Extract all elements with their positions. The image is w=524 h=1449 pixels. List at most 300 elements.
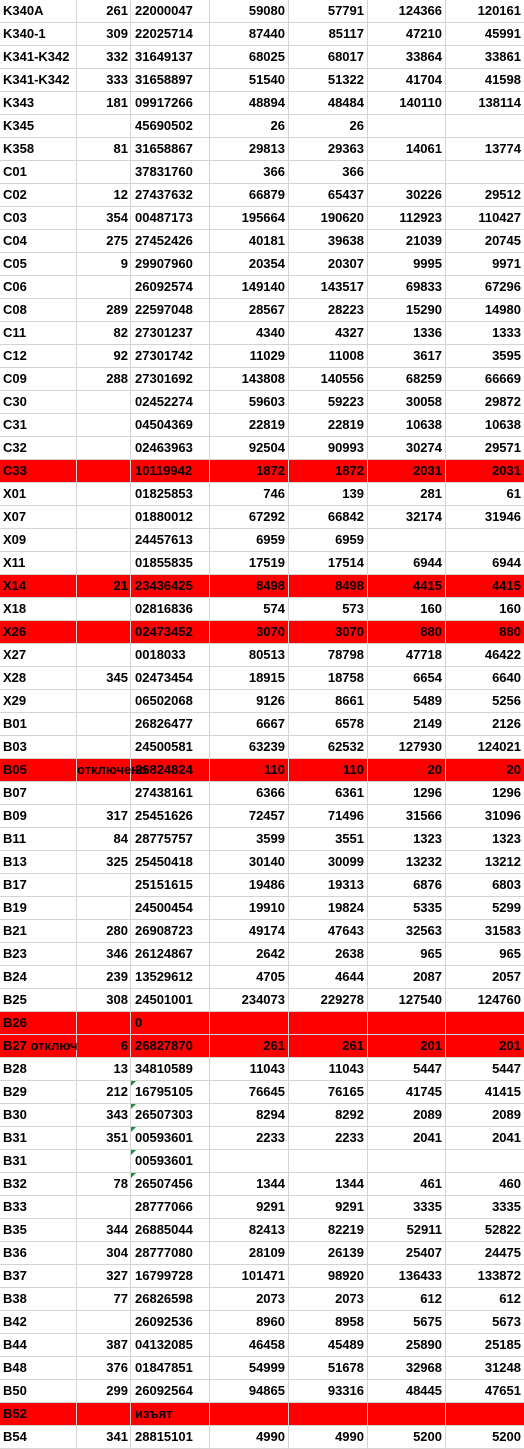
- value-d-cell[interactable]: 3335: [492, 1199, 521, 1214]
- value-d-cell[interactable]: 41415: [484, 1084, 521, 1099]
- value-d-cell[interactable]: 138114: [478, 95, 521, 110]
- meter-id-cell[interactable]: 02473454: [131, 667, 210, 689]
- row-name-cell[interactable]: X07: [0, 506, 77, 528]
- row-name-cell[interactable]: B30: [0, 1104, 77, 1126]
- row-number-cell[interactable]: [77, 690, 131, 712]
- row-name-cell[interactable]: B31: [0, 1127, 77, 1149]
- value-c-cell[interactable]: 1296: [368, 782, 446, 804]
- value-d-cell[interactable]: 46422: [484, 647, 521, 662]
- value-a-cell[interactable]: 143808: [210, 368, 289, 390]
- row-number-cell[interactable]: [77, 115, 131, 137]
- value-a-cell[interactable]: 8294: [210, 1104, 289, 1126]
- row-number-cell[interactable]: 239: [77, 966, 131, 988]
- meter-id-cell[interactable]: 34810589: [131, 1058, 210, 1080]
- value-d-cell[interactable]: 2031: [492, 463, 521, 478]
- row-number-cell[interactable]: 212: [77, 1081, 131, 1103]
- value-d-cell[interactable]: 2089: [492, 1107, 521, 1122]
- meter-id-cell[interactable]: 22597048: [131, 299, 210, 321]
- value-d-cell[interactable]: 201: [499, 1038, 521, 1053]
- row-number-cell[interactable]: [77, 161, 131, 183]
- value-a-cell[interactable]: 9291: [210, 1196, 289, 1218]
- value-d-cell[interactable]: 2126: [492, 716, 521, 731]
- row-name-cell[interactable]: B19: [0, 897, 77, 919]
- meter-id-cell[interactable]: 24500454: [131, 897, 210, 919]
- value-d-cell[interactable]: [446, 1012, 524, 1034]
- meter-id-cell[interactable]: 0: [131, 1012, 210, 1034]
- row-name-cell[interactable]: B21: [0, 920, 77, 942]
- value-c-cell[interactable]: 2089: [368, 1104, 446, 1126]
- value-c-cell[interactable]: [368, 1012, 446, 1034]
- value-b-cell[interactable]: 48484: [289, 92, 368, 114]
- value-c-cell[interactable]: 3335: [368, 1196, 446, 1218]
- meter-id-cell[interactable]: 16799728: [131, 1265, 210, 1287]
- value-a-cell[interactable]: [210, 1403, 289, 1425]
- row-name-cell[interactable]: B50: [0, 1380, 77, 1402]
- value-d-cell[interactable]: 124760: [477, 992, 521, 1007]
- value-d-cell[interactable]: [446, 161, 524, 183]
- value-b-cell[interactable]: 65437: [289, 184, 368, 206]
- row-name-cell[interactable]: C08: [0, 299, 77, 321]
- row-name-cell[interactable]: C30: [0, 391, 77, 413]
- value-d-cell[interactable]: 120161: [477, 3, 521, 18]
- value-a-cell[interactable]: 48894: [210, 92, 289, 114]
- meter-id-cell[interactable]: 24501001: [131, 989, 210, 1011]
- meter-id-cell[interactable]: 00487173: [131, 207, 210, 229]
- value-c-cell[interactable]: 25890: [368, 1334, 446, 1356]
- row-name-cell[interactable]: X28: [0, 667, 77, 689]
- row-number-cell[interactable]: [77, 874, 131, 896]
- value-a-cell[interactable]: 63239: [210, 736, 289, 758]
- row-name-cell[interactable]: B25: [0, 989, 77, 1011]
- value-c-cell[interactable]: 612: [368, 1288, 446, 1310]
- row-name-cell[interactable]: B26: [0, 1012, 77, 1034]
- row-name-cell[interactable]: X01: [0, 483, 77, 505]
- meter-id-cell[interactable]: 28777080: [131, 1242, 210, 1264]
- row-name-cell[interactable]: B05: [0, 759, 77, 781]
- row-name-cell[interactable]: B31: [0, 1150, 77, 1172]
- row-name-cell[interactable]: B03: [0, 736, 77, 758]
- meter-id-cell[interactable]: 26507303: [131, 1104, 210, 1126]
- row-number-cell[interactable]: 280: [77, 920, 131, 942]
- value-b-cell[interactable]: 6959: [289, 529, 368, 551]
- value-c-cell[interactable]: 281: [368, 483, 446, 505]
- value-a-cell[interactable]: 28109: [210, 1242, 289, 1264]
- value-a-cell[interactable]: 82413: [210, 1219, 289, 1241]
- row-number-cell[interactable]: 308: [77, 989, 131, 1011]
- value-a-cell[interactable]: 110: [210, 759, 289, 781]
- value-d-cell[interactable]: 1323: [492, 831, 521, 846]
- meter-id-cell[interactable]: 13529612: [131, 966, 210, 988]
- meter-id-cell[interactable]: 22000047: [131, 0, 210, 22]
- value-b-cell[interactable]: [289, 1150, 368, 1172]
- value-b-cell[interactable]: [289, 1012, 368, 1034]
- value-b-cell[interactable]: 2073: [289, 1288, 368, 1310]
- value-c-cell[interactable]: 32174: [368, 506, 446, 528]
- value-c-cell[interactable]: 140110: [368, 92, 446, 114]
- value-d-cell[interactable]: 160: [499, 601, 521, 616]
- row-number-cell[interactable]: 309: [77, 23, 131, 45]
- meter-id-cell[interactable]: 25451626: [131, 805, 210, 827]
- row-number-cell[interactable]: 345: [77, 667, 131, 689]
- value-b-cell[interactable]: 78798: [289, 644, 368, 666]
- row-number-cell[interactable]: [77, 1403, 131, 1425]
- value-d-cell[interactable]: 31946: [484, 509, 521, 524]
- row-number-cell[interactable]: 84: [77, 828, 131, 850]
- value-b-cell[interactable]: 366: [289, 161, 368, 183]
- value-c-cell[interactable]: 5335: [368, 897, 446, 919]
- value-c-cell[interactable]: 20: [368, 759, 446, 781]
- value-d-cell[interactable]: 20: [506, 762, 521, 777]
- value-b-cell[interactable]: 22819: [289, 414, 368, 436]
- meter-id-cell[interactable]: 16795105: [131, 1081, 210, 1103]
- row-number-cell[interactable]: 387: [77, 1334, 131, 1356]
- row-name-cell[interactable]: C33: [0, 460, 77, 482]
- value-b-cell[interactable]: 2638: [289, 943, 368, 965]
- value-d-cell[interactable]: 20745: [484, 233, 521, 248]
- row-number-cell[interactable]: 317: [77, 805, 131, 827]
- row-name-cell[interactable]: B54: [0, 1426, 77, 1448]
- meter-id-cell[interactable]: 28815101: [131, 1426, 210, 1448]
- meter-id-cell[interactable]: 01847851: [131, 1357, 210, 1379]
- value-b-cell[interactable]: 4327: [289, 322, 368, 344]
- row-name-cell[interactable]: B07: [0, 782, 77, 804]
- value-b-cell[interactable]: 6578: [289, 713, 368, 735]
- row-name-cell[interactable]: B27 отключ: [0, 1035, 77, 1057]
- value-a-cell[interactable]: 22819: [210, 414, 289, 436]
- row-name-cell[interactable]: X29: [0, 690, 77, 712]
- value-c-cell[interactable]: [368, 115, 446, 137]
- value-b-cell[interactable]: 29363: [289, 138, 368, 160]
- row-number-cell[interactable]: [77, 713, 131, 735]
- value-b-cell[interactable]: 39638: [289, 230, 368, 252]
- row-name-cell[interactable]: C31: [0, 414, 77, 436]
- row-number-cell[interactable]: [77, 782, 131, 804]
- value-b-cell[interactable]: 93316: [289, 1380, 368, 1402]
- value-b-cell[interactable]: 59223: [289, 391, 368, 413]
- row-name-cell[interactable]: X09: [0, 529, 77, 551]
- row-number-cell[interactable]: 92: [77, 345, 131, 367]
- value-c-cell[interactable]: 47210: [368, 23, 446, 45]
- row-number-cell[interactable]: 376: [77, 1357, 131, 1379]
- value-d-cell[interactable]: 66669: [484, 371, 521, 386]
- row-name-cell[interactable]: C03: [0, 207, 77, 229]
- row-number-cell[interactable]: отключено: [77, 759, 131, 781]
- meter-id-cell[interactable]: 31658897: [131, 69, 210, 91]
- value-c-cell[interactable]: 47718: [368, 644, 446, 666]
- row-number-cell[interactable]: 275: [77, 230, 131, 252]
- row-name-cell[interactable]: K340-1: [0, 23, 77, 45]
- value-b-cell[interactable]: 8661: [289, 690, 368, 712]
- row-number-cell[interactable]: [77, 529, 131, 551]
- meter-id-cell[interactable]: 23436425: [131, 575, 210, 597]
- meter-id-cell[interactable]: 28775757: [131, 828, 210, 850]
- value-a-cell[interactable]: 1344: [210, 1173, 289, 1195]
- row-name-cell[interactable]: K345: [0, 115, 77, 137]
- row-name-cell[interactable]: X14: [0, 575, 77, 597]
- value-b-cell[interactable]: 51678: [289, 1357, 368, 1379]
- value-d-cell[interactable]: 61: [506, 486, 521, 501]
- meter-id-cell[interactable]: 27438161: [131, 782, 210, 804]
- value-b-cell[interactable]: 66842: [289, 506, 368, 528]
- value-d-cell[interactable]: 31096: [484, 808, 521, 823]
- value-d-cell[interactable]: 47651: [484, 1383, 521, 1398]
- value-b-cell[interactable]: 190620: [289, 207, 368, 229]
- row-number-cell[interactable]: 325: [77, 851, 131, 873]
- row-name-cell[interactable]: C32: [0, 437, 77, 459]
- value-c-cell[interactable]: 1336: [368, 322, 446, 344]
- value-a-cell[interactable]: 6667: [210, 713, 289, 735]
- value-c-cell[interactable]: 2031: [368, 460, 446, 482]
- row-number-cell[interactable]: [77, 414, 131, 436]
- value-c-cell[interactable]: [368, 1403, 446, 1425]
- value-a-cell[interactable]: 366: [210, 161, 289, 183]
- value-d-cell[interactable]: [446, 1150, 524, 1172]
- value-c-cell[interactable]: 5200: [368, 1426, 446, 1448]
- value-c-cell[interactable]: [368, 1150, 446, 1172]
- row-name-cell[interactable]: C05: [0, 253, 77, 275]
- value-b-cell[interactable]: 68017: [289, 46, 368, 68]
- value-c-cell[interactable]: 41704: [368, 69, 446, 91]
- value-c-cell[interactable]: 461: [368, 1173, 446, 1195]
- value-b-cell[interactable]: 30099: [289, 851, 368, 873]
- value-b-cell[interactable]: 26: [289, 115, 368, 137]
- value-b-cell[interactable]: 19824: [289, 897, 368, 919]
- value-b-cell[interactable]: 90993: [289, 437, 368, 459]
- value-a-cell[interactable]: 11043: [210, 1058, 289, 1080]
- value-a-cell[interactable]: 574: [210, 598, 289, 620]
- row-number-cell[interactable]: 351: [77, 1127, 131, 1149]
- value-d-cell[interactable]: 6640: [492, 670, 521, 685]
- value-a-cell[interactable]: 101471: [210, 1265, 289, 1287]
- row-number-cell[interactable]: [77, 736, 131, 758]
- value-b-cell[interactable]: 2233: [289, 1127, 368, 1149]
- row-name-cell[interactable]: B09: [0, 805, 77, 827]
- meter-id-cell[interactable]: 45690502: [131, 115, 210, 137]
- value-a-cell[interactable]: 76645: [210, 1081, 289, 1103]
- row-name-cell[interactable]: C06: [0, 276, 77, 298]
- value-a-cell[interactable]: 2233: [210, 1127, 289, 1149]
- value-d-cell[interactable]: 52822: [484, 1222, 521, 1237]
- value-c-cell[interactable]: 25407: [368, 1242, 446, 1264]
- row-number-cell[interactable]: 81: [77, 138, 131, 160]
- value-b-cell[interactable]: 11008: [289, 345, 368, 367]
- value-c-cell[interactable]: 124366: [368, 0, 446, 22]
- row-name-cell[interactable]: X18: [0, 598, 77, 620]
- value-b-cell[interactable]: 47643: [289, 920, 368, 942]
- value-a-cell[interactable]: 17519: [210, 552, 289, 574]
- value-b-cell[interactable]: 229278: [289, 989, 368, 1011]
- value-b-cell[interactable]: 3070: [289, 621, 368, 643]
- value-b-cell[interactable]: 110: [289, 759, 368, 781]
- value-d-cell[interactable]: 612: [499, 1291, 521, 1306]
- row-number-cell[interactable]: 289: [77, 299, 131, 321]
- row-name-cell[interactable]: B11: [0, 828, 77, 850]
- meter-id-cell[interactable]: 27437632: [131, 184, 210, 206]
- row-name-cell[interactable]: C11: [0, 322, 77, 344]
- value-d-cell[interactable]: 33861: [484, 49, 521, 64]
- value-a-cell[interactable]: 92504: [210, 437, 289, 459]
- value-c-cell[interactable]: 15290: [368, 299, 446, 321]
- row-name-cell[interactable]: B32: [0, 1173, 77, 1195]
- row-number-cell[interactable]: [77, 1012, 131, 1034]
- row-name-cell[interactable]: C12: [0, 345, 77, 367]
- value-a-cell[interactable]: 28567: [210, 299, 289, 321]
- meter-id-cell[interactable]: 02452274: [131, 391, 210, 413]
- value-a-cell[interactable]: 261: [210, 1035, 289, 1057]
- value-b-cell[interactable]: 85117: [289, 23, 368, 45]
- value-d-cell[interactable]: 9971: [492, 256, 521, 271]
- row-name-cell[interactable]: B01: [0, 713, 77, 735]
- value-c-cell[interactable]: 69833: [368, 276, 446, 298]
- value-b-cell[interactable]: 1872: [289, 460, 368, 482]
- meter-id-cell[interactable]: 26092564: [131, 1380, 210, 1402]
- value-d-cell[interactable]: [446, 529, 524, 551]
- meter-id-cell[interactable]: 02473452: [131, 621, 210, 643]
- value-a-cell[interactable]: 195664: [210, 207, 289, 229]
- row-number-cell[interactable]: 343: [77, 1104, 131, 1126]
- value-b-cell[interactable]: 8498: [289, 575, 368, 597]
- value-c-cell[interactable]: 112923: [368, 207, 446, 229]
- value-a-cell[interactable]: 6366: [210, 782, 289, 804]
- row-number-cell[interactable]: [77, 1311, 131, 1333]
- meter-id-cell[interactable]: 29907960: [131, 253, 210, 275]
- value-c-cell[interactable]: 13232: [368, 851, 446, 873]
- value-b-cell[interactable]: 573: [289, 598, 368, 620]
- row-number-cell[interactable]: [77, 897, 131, 919]
- row-name-cell[interactable]: B28: [0, 1058, 77, 1080]
- value-a-cell[interactable]: 66879: [210, 184, 289, 206]
- row-name-cell[interactable]: K341-K342: [0, 69, 77, 91]
- value-a-cell[interactable]: 72457: [210, 805, 289, 827]
- value-d-cell[interactable]: 29512: [484, 187, 521, 202]
- value-a-cell[interactable]: 4990: [210, 1426, 289, 1448]
- value-b-cell[interactable]: 28223: [289, 299, 368, 321]
- row-number-cell[interactable]: 77: [77, 1288, 131, 1310]
- row-name-cell[interactable]: C04: [0, 230, 77, 252]
- value-a-cell[interactable]: 234073: [210, 989, 289, 1011]
- value-d-cell[interactable]: 45991: [484, 26, 521, 41]
- meter-id-cell[interactable]: 26824824: [131, 759, 210, 781]
- row-name-cell[interactable]: C02: [0, 184, 77, 206]
- row-name-cell[interactable]: C01: [0, 161, 77, 183]
- value-a-cell[interactable]: 18915: [210, 667, 289, 689]
- value-a-cell[interactable]: 4340: [210, 322, 289, 344]
- value-c-cell[interactable]: 6876: [368, 874, 446, 896]
- row-number-cell[interactable]: [77, 483, 131, 505]
- value-d-cell[interactable]: 460: [499, 1176, 521, 1191]
- row-number-cell[interactable]: [77, 1150, 131, 1172]
- row-number-cell[interactable]: 341: [77, 1426, 131, 1448]
- value-d-cell[interactable]: 124021: [477, 739, 521, 754]
- row-name-cell[interactable]: B35: [0, 1219, 77, 1241]
- value-d-cell[interactable]: 13774: [484, 141, 521, 156]
- meter-id-cell[interactable]: 26827870: [131, 1035, 210, 1057]
- row-number-cell[interactable]: 344: [77, 1219, 131, 1241]
- row-name-cell[interactable]: K358: [0, 138, 77, 160]
- value-a-cell[interactable]: 67292: [210, 506, 289, 528]
- value-a-cell[interactable]: 46458: [210, 1334, 289, 1356]
- value-b-cell[interactable]: 17514: [289, 552, 368, 574]
- meter-id-cell[interactable]: 26092574: [131, 276, 210, 298]
- meter-id-cell[interactable]: 26092536: [131, 1311, 210, 1333]
- meter-id-cell[interactable]: 04132085: [131, 1334, 210, 1356]
- row-number-cell[interactable]: 82: [77, 322, 131, 344]
- value-a-cell[interactable]: 87440: [210, 23, 289, 45]
- meter-id-cell[interactable]: 26885044: [131, 1219, 210, 1241]
- meter-id-cell[interactable]: 31649137: [131, 46, 210, 68]
- value-b-cell[interactable]: 98920: [289, 1265, 368, 1287]
- value-d-cell[interactable]: 24475: [484, 1245, 521, 1260]
- value-c-cell[interactable]: 160: [368, 598, 446, 620]
- row-number-cell[interactable]: 181: [77, 92, 131, 114]
- value-d-cell[interactable]: 5200: [492, 1429, 521, 1444]
- value-d-cell[interactable]: [446, 115, 524, 137]
- row-name-cell[interactable]: B48: [0, 1357, 77, 1379]
- value-a-cell[interactable]: 26: [210, 115, 289, 137]
- row-number-cell[interactable]: 332: [77, 46, 131, 68]
- meter-id-cell[interactable]: 22025714: [131, 23, 210, 45]
- row-number-cell[interactable]: [77, 506, 131, 528]
- value-c-cell[interactable]: 14061: [368, 138, 446, 160]
- value-b-cell[interactable]: 51322: [289, 69, 368, 91]
- row-number-cell[interactable]: 288: [77, 368, 131, 390]
- row-name-cell[interactable]: X11: [0, 552, 77, 574]
- meter-id-cell[interactable]: 25450418: [131, 851, 210, 873]
- value-a-cell[interactable]: 54999: [210, 1357, 289, 1379]
- meter-id-cell[interactable]: 26826477: [131, 713, 210, 735]
- value-c-cell[interactable]: 30274: [368, 437, 446, 459]
- row-name-cell[interactable]: B17: [0, 874, 77, 896]
- row-name-cell[interactable]: B33: [0, 1196, 77, 1218]
- meter-id-cell[interactable]: 01880012: [131, 506, 210, 528]
- value-c-cell[interactable]: 2087: [368, 966, 446, 988]
- row-number-cell[interactable]: [77, 460, 131, 482]
- meter-id-cell[interactable]: 31658867: [131, 138, 210, 160]
- value-a-cell[interactable]: 1872: [210, 460, 289, 482]
- value-a-cell[interactable]: 20354: [210, 253, 289, 275]
- meter-id-cell[interactable]: 01855835: [131, 552, 210, 574]
- value-a-cell[interactable]: 149140: [210, 276, 289, 298]
- value-c-cell[interactable]: 880: [368, 621, 446, 643]
- value-c-cell[interactable]: 33864: [368, 46, 446, 68]
- value-d-cell[interactable]: 31583: [484, 923, 521, 938]
- value-a-cell[interactable]: 49174: [210, 920, 289, 942]
- meter-id-cell[interactable]: 26826598: [131, 1288, 210, 1310]
- value-d-cell[interactable]: 1296: [492, 785, 521, 800]
- value-d-cell[interactable]: 133872: [477, 1268, 521, 1283]
- value-d-cell[interactable]: 67296: [484, 279, 521, 294]
- value-d-cell[interactable]: 6803: [492, 877, 521, 892]
- row-name-cell[interactable]: K341-K342: [0, 46, 77, 68]
- value-b-cell[interactable]: 45489: [289, 1334, 368, 1356]
- value-d-cell[interactable]: 880: [499, 624, 521, 639]
- value-c-cell[interactable]: 48445: [368, 1380, 446, 1402]
- value-c-cell[interactable]: 136433: [368, 1265, 446, 1287]
- row-name-cell[interactable]: X27: [0, 644, 77, 666]
- value-b-cell[interactable]: 76165: [289, 1081, 368, 1103]
- value-a-cell[interactable]: 3070: [210, 621, 289, 643]
- row-name-cell[interactable]: B52: [0, 1403, 77, 1425]
- value-b-cell[interactable]: 9291: [289, 1196, 368, 1218]
- row-name-cell[interactable]: K340A: [0, 0, 77, 22]
- value-b-cell[interactable]: 18758: [289, 667, 368, 689]
- row-number-cell[interactable]: [77, 276, 131, 298]
- value-c-cell[interactable]: 127540: [368, 989, 446, 1011]
- row-name-cell[interactable]: C09: [0, 368, 77, 390]
- meter-id-cell[interactable]: 06502068: [131, 690, 210, 712]
- meter-id-cell[interactable]: 26507456: [131, 1173, 210, 1195]
- value-b-cell[interactable]: 6361: [289, 782, 368, 804]
